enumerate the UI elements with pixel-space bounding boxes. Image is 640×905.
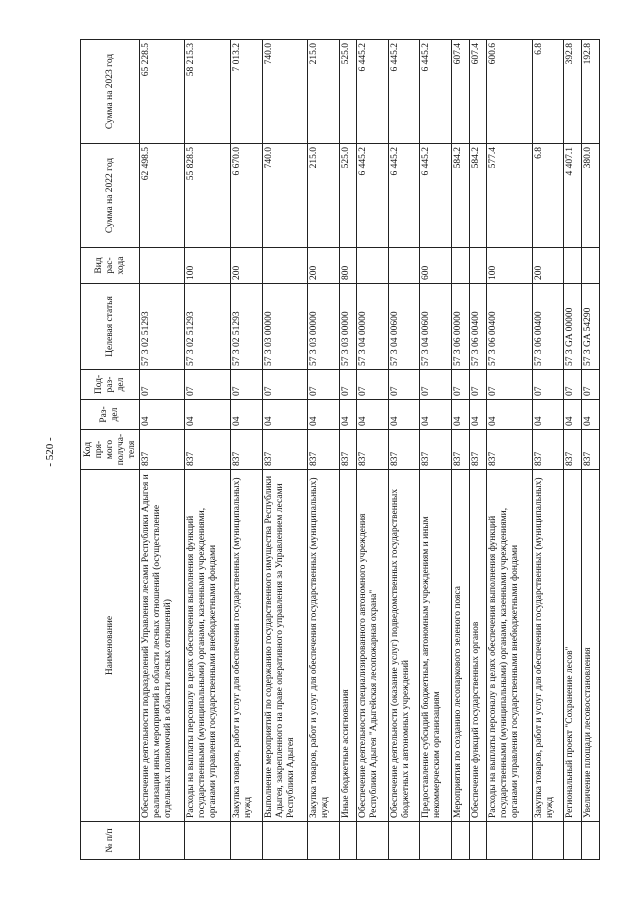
row-subsection-cell: 07 (339, 370, 357, 400)
row-name-cell: Мероприятия по созданию лесопаркового зеленого пояса (452, 470, 470, 822)
row-exp-type-cell: 600 (420, 248, 452, 284)
row-subsection-cell: 07 (262, 370, 307, 400)
row-exp-type-cell: 200 (532, 248, 564, 284)
header-subsection: Под-раз-дел (81, 370, 140, 400)
row-num-cell (564, 822, 582, 860)
row-name-cell: Расходы на выплаты персоналу в целях обеспечения выполнения функций государственными (муниципальными) органами, казенными учреждениями, органами управления государственными внебюджетными фондами (487, 470, 532, 822)
page-number-text: - 520 - (44, 437, 56, 467)
row-target-cell: 57 3 06 00000 (452, 284, 470, 370)
row-sum-2022-cell: 6.8 (532, 144, 564, 248)
row-sum-2023-cell: 6 445.2 (357, 40, 389, 144)
row-name-cell: Региональный проект "Сохранение лесов" (564, 470, 582, 822)
row-target-cell: 57 3 04 00600 (388, 284, 420, 370)
row-sum-2023-cell: 6 445.2 (420, 40, 452, 144)
row-exp-type-cell: 200 (230, 248, 262, 284)
row-num-cell (582, 822, 600, 860)
row-target-cell: 57 3 02 51293 (230, 284, 262, 370)
row-name-cell: Предоставление субсидий бюджетным, автономным учреждениям и иным некоммерческим организациям (420, 470, 452, 822)
row-sum-2023-cell: 740.0 (262, 40, 307, 144)
row-sum-2023-cell: 6.8 (532, 40, 564, 144)
row-section-cell: 04 (532, 400, 564, 430)
row-num-cell (532, 822, 564, 860)
row-section-cell: 04 (230, 400, 262, 430)
table-header-row (81, 40, 140, 860)
header-sum-2023: Сумма на 2023 год (81, 40, 140, 144)
row-admin-cell: 837 (140, 430, 185, 470)
row-section-cell: 04 (140, 400, 185, 430)
row-name-cell: Увеличение площади лесовосстановления (582, 470, 600, 822)
row-subsection-cell: 07 (452, 370, 470, 400)
row-target-cell: 57 3 GA 54290 (582, 284, 600, 370)
table-row (357, 40, 389, 860)
row-sum-2022-cell: 62 498.5 (140, 144, 185, 248)
row-exp-type-cell: 200 (308, 248, 340, 284)
row-target-cell: 57 3 06 00400 (487, 284, 532, 370)
budget-table (80, 39, 600, 860)
row-section-cell: 04 (357, 400, 389, 430)
row-num-cell (388, 822, 420, 860)
row-admin-cell: 837 (339, 430, 357, 470)
table-row (564, 40, 582, 860)
row-admin-cell: 837 (185, 430, 230, 470)
row-sum-2022-cell: 584.2 (469, 144, 487, 248)
row-subsection-cell: 07 (357, 370, 389, 400)
row-sum-2023-cell: 607.4 (452, 40, 470, 144)
row-subsection-cell: 07 (532, 370, 564, 400)
row-target-cell: 57 3 02 51293 (140, 284, 185, 370)
table-row (262, 40, 307, 860)
row-name-cell: Обеспечение деятельности (оказание услуг) подведомственных государственных бюджетных и автономных учреждений (388, 470, 420, 822)
row-sum-2022-cell: 6 445.2 (420, 144, 452, 248)
row-name-cell: Закупка товаров, работ и услуг для обеспечения государственных (муниципальных) нужд (230, 470, 262, 822)
row-section-cell: 04 (308, 400, 340, 430)
row-admin-cell: 837 (452, 430, 470, 470)
row-section-cell: 04 (339, 400, 357, 430)
table-row (487, 40, 532, 860)
row-admin-cell: 837 (262, 430, 307, 470)
row-sum-2023-cell: 6 445.2 (388, 40, 420, 144)
row-subsection-cell: 07 (388, 370, 420, 400)
row-exp-type-cell (452, 248, 470, 284)
row-exp-type-cell (262, 248, 307, 284)
table-row (452, 40, 470, 860)
row-subsection-cell: 07 (308, 370, 340, 400)
row-name-cell: Иные бюджетные ассигнования (339, 470, 357, 822)
row-subsection-cell: 07 (487, 370, 532, 400)
row-section-cell: 04 (388, 400, 420, 430)
row-num-cell (420, 822, 452, 860)
table-row (140, 40, 185, 860)
header-name: Наименование (81, 470, 140, 822)
row-sum-2023-cell: 65 228.5 (140, 40, 185, 144)
row-exp-type-cell (469, 248, 487, 284)
row-name-cell: Выполнение мероприятий по содержанию государственного имущества Республики Адыгея, закрепленного на праве оперативного управления за Управлением лесами Республики Адыгея (262, 470, 307, 822)
row-name-cell: Закупка товаров, работ и услуг для обеспечения государственных (муниципальных) нужд (308, 470, 340, 822)
row-admin-cell: 837 (469, 430, 487, 470)
row-sum-2022-cell: 584.2 (452, 144, 470, 248)
row-section-cell: 04 (452, 400, 470, 430)
row-sum-2022-cell: 4 407.1 (564, 144, 582, 248)
row-sum-2022-cell: 577.4 (487, 144, 532, 248)
row-sum-2022-cell: 6 670.0 (230, 144, 262, 248)
table-row (582, 40, 600, 860)
row-num-cell (185, 822, 230, 860)
row-sum-2022-cell: 525.0 (339, 144, 357, 248)
row-target-cell: 57 3 06 00400 (469, 284, 487, 370)
row-exp-type-cell (564, 248, 582, 284)
row-admin-cell: 837 (532, 430, 564, 470)
row-section-cell: 04 (262, 400, 307, 430)
row-sum-2023-cell: 392.8 (564, 40, 582, 144)
row-name-cell: Обеспечение деятельности специализированного автономного учреждения Республики Адыгея "Адыгейская лесопожарная охрана" (357, 470, 389, 822)
row-sum-2022-cell: 55 828.5 (185, 144, 230, 248)
row-num-cell (487, 822, 532, 860)
row-subsection-cell: 07 (420, 370, 452, 400)
row-num-cell (262, 822, 307, 860)
row-num-cell (469, 822, 487, 860)
header-admin: Код пря-мого получа-теля (81, 430, 140, 470)
row-sum-2022-cell: 6 445.2 (357, 144, 389, 248)
row-name-cell: Расходы на выплаты персоналу в целях обеспечения выполнения функций государственными (муниципальными) органами, казенными учреждениями, органами управления государственными внебюджетными фондами (185, 470, 230, 822)
table-row (388, 40, 420, 860)
table-row (308, 40, 340, 860)
header-sum-2022: Сумма на 2022 год (81, 144, 140, 248)
row-sum-2023-cell: 7 013.2 (230, 40, 262, 144)
row-target-cell: 57 3 03 00000 (262, 284, 307, 370)
row-sum-2023-cell: 600.6 (487, 40, 532, 144)
row-sum-2023-cell: 58 215.3 (185, 40, 230, 144)
table-row (230, 40, 262, 860)
row-section-cell: 04 (582, 400, 600, 430)
row-sum-2023-cell: 525.0 (339, 40, 357, 144)
row-exp-type-cell (357, 248, 389, 284)
row-sum-2023-cell: 215.0 (308, 40, 340, 144)
row-admin-cell: 837 (420, 430, 452, 470)
row-num-cell (230, 822, 262, 860)
row-admin-cell: 837 (564, 430, 582, 470)
row-section-cell: 04 (469, 400, 487, 430)
row-admin-cell: 837 (487, 430, 532, 470)
table-row (420, 40, 452, 860)
row-sum-2023-cell: 192.8 (582, 40, 600, 144)
rotated-page (80, 40, 600, 860)
header-target: Целевая статья (81, 284, 140, 370)
row-target-cell: 57 3 03 00000 (339, 284, 357, 370)
row-subsection-cell: 07 (582, 370, 600, 400)
row-target-cell: 57 3 04 00600 (420, 284, 452, 370)
row-target-cell: 57 3 06 00400 (532, 284, 564, 370)
row-exp-type-cell: 800 (339, 248, 357, 284)
row-subsection-cell: 07 (185, 370, 230, 400)
row-name-cell: Обеспечение функций государственных органов (469, 470, 487, 822)
row-num-cell (339, 822, 357, 860)
row-subsection-cell: 07 (230, 370, 262, 400)
table-row (532, 40, 564, 860)
row-exp-type-cell (582, 248, 600, 284)
row-sum-2022-cell: 215.0 (308, 144, 340, 248)
row-section-cell: 04 (185, 400, 230, 430)
table-body (140, 40, 600, 860)
row-num-cell (357, 822, 389, 860)
row-target-cell: 57 3 02 51293 (185, 284, 230, 370)
row-subsection-cell: 07 (469, 370, 487, 400)
row-num-cell (140, 822, 185, 860)
row-admin-cell: 837 (230, 430, 262, 470)
row-sum-2022-cell: 6 445.2 (388, 144, 420, 248)
row-subsection-cell: 07 (140, 370, 185, 400)
row-name-cell: Обеспечение деятельности подразделений Управления лесами Республики Адыгея и реализация иных мероприятий в области лесных отношений (осуществление отдельных полномочий в области лесных отношений) (140, 470, 185, 822)
row-exp-type-cell (388, 248, 420, 284)
row-target-cell: 57 3 04 00000 (357, 284, 389, 370)
table-row (185, 40, 230, 860)
row-name-cell: Закупка товаров, работ и услуг для обеспечения государственных (муниципальных) нужд (532, 470, 564, 822)
row-admin-cell: 837 (582, 430, 600, 470)
row-section-cell: 04 (420, 400, 452, 430)
header-num: № п/п (81, 822, 140, 860)
row-num-cell (452, 822, 470, 860)
row-exp-type-cell: 100 (185, 248, 230, 284)
table-row (339, 40, 357, 860)
row-target-cell: 57 3 GA 00000 (564, 284, 582, 370)
row-sum-2023-cell: 607.4 (469, 40, 487, 144)
row-exp-type-cell (140, 248, 185, 284)
row-sum-2022-cell: 380.0 (582, 144, 600, 248)
row-target-cell: 57 3 03 00000 (308, 284, 340, 370)
row-section-cell: 04 (564, 400, 582, 430)
row-subsection-cell: 07 (564, 370, 582, 400)
row-exp-type-cell: 100 (487, 248, 532, 284)
table-row (469, 40, 487, 860)
row-admin-cell: 837 (357, 430, 389, 470)
header-section: Раз-дел (81, 400, 140, 430)
header-exp-type: Вид рас-хода (81, 248, 140, 284)
row-sum-2022-cell: 740.0 (262, 144, 307, 248)
row-admin-cell: 837 (388, 430, 420, 470)
row-section-cell: 04 (487, 400, 532, 430)
row-admin-cell: 837 (308, 430, 340, 470)
row-num-cell (308, 822, 340, 860)
